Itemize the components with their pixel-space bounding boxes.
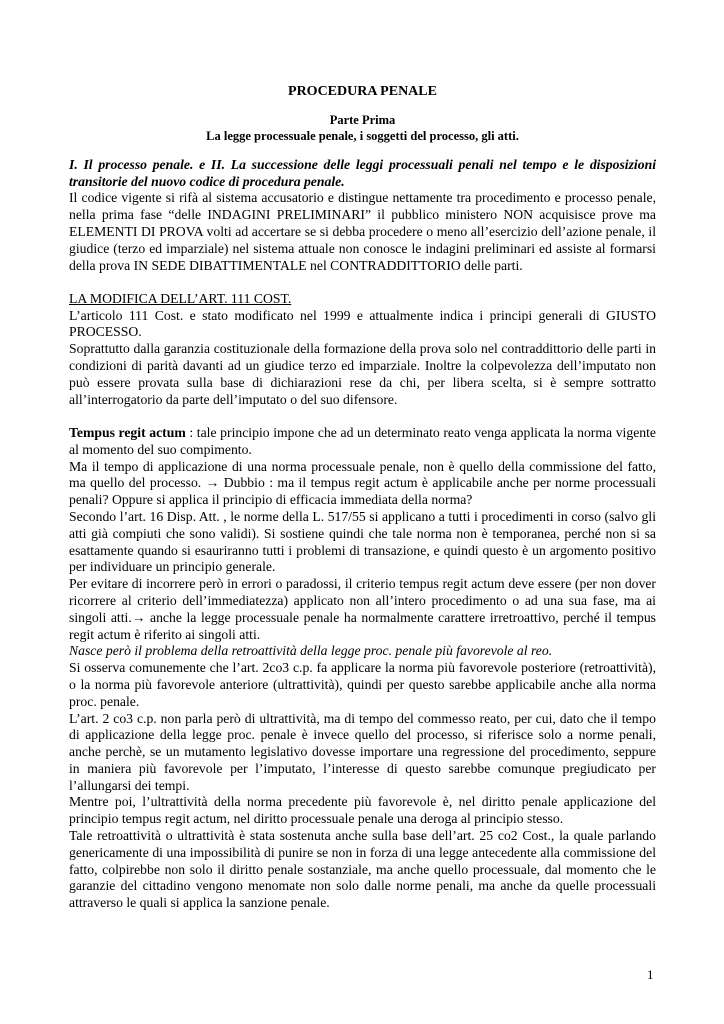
document-title: PROCEDURA PENALE: [288, 84, 437, 99]
paragraph-norma-precedente: Mentre poi, l’ultrattività della norma precedente più favorevole è, nel diritto penale applicazione del principio tempus regit actum, nel diritto processuale penale una deroga al principio stesso.: [69, 794, 656, 827]
paragraph-garanzia-costituzionale: Soprattutto dalla garanzia costituzionale della formazione della prova solo nel contraddittorio delle parti in condizioni di parità davanti ad un giudice terzo ed imparziale. Inoltre la colpevolezza dell’imputato non può essere provata sulla base di dichiarazioni rese da chi, per libera scelta, si è sempre sottratto all’interrogatorio da parte dell’imputato o del suo difensore.: [69, 341, 656, 407]
term-tempus-regit-actum: Tempus regit actum: [69, 424, 186, 440]
paragraph-ultrattivita: L’art. 2 co3 c.p. non parla però di ultrattività, ma di tempo del commesso reato, per cui, dato che il tempo di applicazione della legge proc. penale è invece quello del processo, si riferisce solo a norme penali, anche perchè, se un mutamento legislativo dovesse importare una regressione del procedimento, seppure in maniera più favorevole per l’imputato, l’interesse di questo sarebbe comunque pregiudicato per l’allungarsi dei tempi.: [69, 710, 656, 793]
section-heading-processo-penale: I. Il processo penale. e II. La successione delle leggi processuali penali nel tempo e le disposizioni transitorie del nuovo codice di procedura penale.: [69, 156, 656, 189]
paragraph-problema-retroattivita: Nasce però il problema della retroattività della legge proc. penale più favorevole al reo.: [69, 643, 553, 659]
paragraph-tempo-applicazione: Ma il tempo di applicazione di una norma processuale penale, non è quello della commissione del fatto, ma quello del processo. → Dubbio : ma il tempus regit actum è applicabile anche per norme processuali penali? Oppure si applica il principio di efficacia immediata della norma?: [69, 458, 656, 508]
paragraph-art-16-disp-att: Secondo l’art. 16 Disp. Att. , le norme della L. 517/55 si applicano a tutti i procedimenti in corso (salvo gli atti già compiuti che sono validi). Si sostiene quindi che tale norma non è temporanea, perché non si sa esattamente quando si esauriranno tutti i problemi di transazione, e quindi questo è un argomento positivo per individuare un principio generale.: [69, 508, 656, 575]
document-body: [69, 84, 656, 912]
section-heading-modifica-art-111: LA MODIFICA DELL’ART. 111 COST.: [69, 290, 292, 306]
tempus-definition: : tale principio impone che ad un determinato reato venga applicata la norma vigente al momento del suo compimento.: [69, 424, 656, 457]
part-subtitle: La legge processuale penale, i soggetti del processo, gli atti.: [206, 129, 519, 144]
paragraph-art-111: L’articolo 111 Cost. e stato modificato nel 1999 e attualmente indica i principi generali di GIUSTO PROCESSO.: [69, 307, 656, 340]
paragraph-codice-vigente: Il codice vigente si rifà al sistema accusatorio e distingue nettamente tra procedimento e processo penale, nella prima fase “delle INDAGINI PRELIMINARI” il pubblico ministero NON acquisisce prove ma ELEMENTI DI PROVA volti ad accertare se si debba procedere o meno all’esercizio dell’azione penale, il giudice (terzo ed imparziale) nel sistema attuale non conosce le indagini preliminari ed assiste al formarsi della prova IN SEDE DIBATTIMENTALE nel CONTRADDITTORIO delle parti.: [69, 190, 656, 273]
page-number: 1: [647, 967, 654, 982]
part-label: Parte Prima: [329, 112, 396, 127]
paragraph-art-2co3: Si osserva comunemente che l’art. 2co3 c.p. fa applicare la norma più favorevole posteriore (retroattività), o la norma più favorevole anteriore (ultrattività), quindi per questo sarebbe applicabile anche alla norma proc. penale.: [69, 660, 656, 709]
paragraph-errori-paradossi: Per evitare di incorrere però in errori o paradossi, il criterio tempus regit actum deve essere (per non dover ricorrere al criterio dell’immediatezza) applicato non all’intero procedimento o ad una sua fase, ma ai singoli atti.→ anche la legge processuale penale ha normalmente carattere irretroattivo, perché il tempus regit actum è riferito ai singoli atti.: [69, 576, 656, 642]
paragraph-tempus-regit-actum: [69, 425, 656, 459]
paragraph-art-25-co2: Tale retroattività o ultrattività è stata sostenuta anche sulla base dell’art. 25 co2 Cost., la quale parlando genericamente di una impossibilità di punire se non in forza di una legge antecedente alla commissione del fatto, colpirebbe non solo il diritto penale sostanziale, ma anche quello processuale, dal momento che le garanzie del cittadino vengono menomate non solo dalle norme penali, ma anche da quelle processuali attraverso le quali si applica la sanzione penale.: [69, 828, 656, 911]
